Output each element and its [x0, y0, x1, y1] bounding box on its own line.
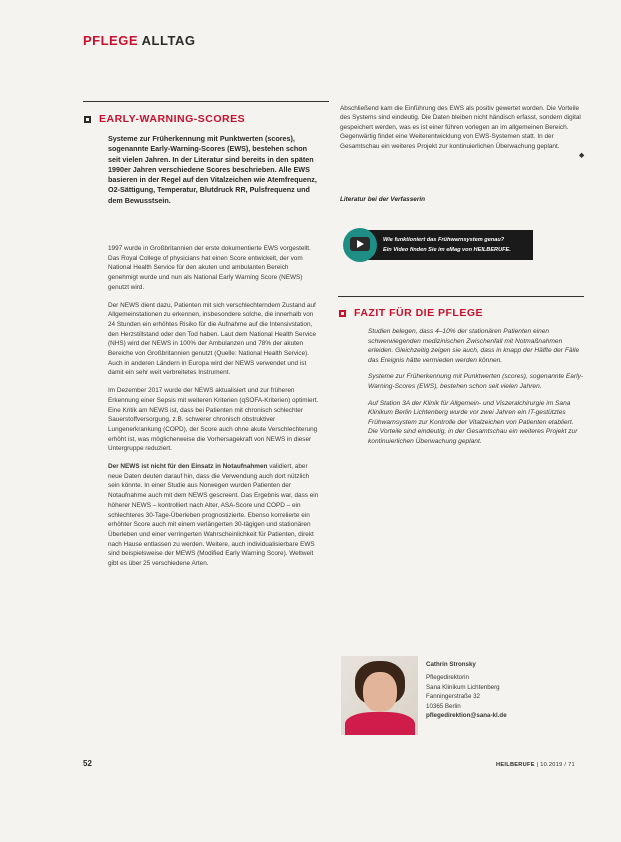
notaufnahme-text: validiert, aber neue Daten deuten darauf hin, dass die Verwendung auch dort nützlich sein könnte. In einer Studie aus Norwegen wurden Patienten der Notaufnahme auch mit dem NEWS gescreent. Das Ergebnis war, dass ein höherer NEWS – kontrolliert nach Alter, ASA-Score und COPD – ein schlechteres 30-Tage-Überleben prognostizierte. Ebenso korrelierte ein erhöhter Score auch mit einem verlängerten 30-tägigen und stationären Überleben und einer verringerten Wahrscheinlichkeit für Patienten, direkt nach Hause entlassen zu werden. Weitere, auch individualisierbare EWS sind beispielsweise der MEWS (Modified Early Warning Score). Weltweit gibt es über 25 verschiedene Arten. — [108, 463, 319, 568]
paragraph-notaufnahme — [108, 462, 320, 569]
page-number: 52 — [83, 759, 92, 768]
right-continued-text — [340, 104, 584, 160]
early-warning-title: EARLY-WARNING-SCORES — [99, 113, 246, 125]
fazit-paragraph-2: Systeme zur Früherkennung mit Punktwerten (scores), sogenannte Early-Warning-Scores (EWS), bestehen schon seit vielen Jahren. — [368, 373, 584, 390]
left-column-rule — [83, 101, 329, 102]
left-body-text — [108, 244, 320, 574]
section-square-icon — [339, 310, 346, 317]
author-email[interactable]: pflegedirektion@sana-kl.de — [426, 712, 507, 720]
video-line-1: Wie funktioniert das Frühwarnsystem genau? — [383, 237, 505, 243]
author-role: Pflegedirektorin — [426, 674, 469, 682]
play-icon[interactable] — [350, 237, 370, 251]
author-info — [426, 660, 507, 720]
author-name: Cathrin Stronsky — [426, 661, 476, 668]
notaufnahme-bold-lead: Der NEWS ist nicht für den Einsatz in Notaufnahmen — [108, 463, 268, 471]
author-city: 10365 Berlin — [426, 702, 461, 710]
paragraph-1997: 1997 wurde in Großbritannien der erste dokumentierte EWS vorgestellt. Das Royal College of physicians hat einen Score entwickelt, der vom National Health Service für den akuten und ambulanten Bereich genehmigt wurde und nun als National Early Warning Score (NEWS) genutzt wird. — [108, 245, 311, 291]
footer-magazine: HEILBERUFE — [496, 762, 535, 768]
fazit-title: FAZIT FÜR DIE PFLEGE — [354, 307, 484, 319]
author-photo — [341, 656, 418, 735]
video-teaser[interactable] — [337, 222, 533, 268]
footer-issue: HEILBERUFE | 10.2019 / 71 — [496, 762, 575, 768]
author-org: Sana Klinikum Lichtenberg — [426, 683, 500, 691]
fazit-box — [368, 327, 584, 454]
video-teaser-band — [365, 230, 533, 260]
author-street: Fanningerstraße 32 — [426, 693, 480, 701]
continued-paragraph: Abschließend kam die Einführung des EWS als positiv gewertet worden. Die Vorteile des Systems sind eindeutig. Die Daten bleiben nicht händisch erfasst, sondern digital gespeichert werden, was es ist einer führen vorlegen an im allgemeinen Bereich. Gegenwärtig findet eine Weiterentwicklung von EWS-Systemen statt. In der Gesamtschau ein weiteres Projekt zur kontinuierlichen Überwachung geplant. — [340, 105, 581, 150]
header-alltag: ALLTAG — [141, 33, 196, 48]
end-mark-icon: ◆ — [579, 152, 584, 160]
paragraph-december-2017: Im Dezember 2017 wurde der NEWS aktualisiert und zur früheren Erkennung einer Sepsis mit weiteren Kriterien (qSOFA-Kriterien) optimiert. Eine Kritik am NEWS ist, dass bei Patienten mit chronisch schlechter Sauerstoffversorgung, z.B. schwerer chronisch obstruktiver Lungenerkrankung (COPD), der Score auch ohne akute Verschlechterung erhöht ist, was möglicherweise die Vorhersagekraft von NEWS in dieser Untergruppe reduziert. — [108, 387, 319, 453]
footer-issue-number: 10.2019 / 71 — [540, 762, 575, 768]
lead-paragraph: Systeme zur Früherkennung mit Punktwerten (scores), sogenannte Early-Warning-Scores (EWS), bestehen schon seit vielen Jahren. In der Literatur sind bereits in den späten 1990er Jahren verschiedene Scores beschrieben. Alle EWS basieren in der Regel auf den Vitalzeichen wie Atemfrequenz, O2-Sättigung, Temperatur, Blutdruck RR, Pulsfrequenz und dem Bewusstsein. — [108, 134, 317, 205]
early-warning-heading — [84, 113, 245, 125]
section-square-icon — [84, 116, 91, 123]
fazit-heading — [339, 307, 483, 319]
section-header — [83, 33, 195, 48]
right-column-rule — [338, 296, 584, 297]
paragraph-news-purpose: Der NEWS dient dazu, Patienten mit sich verschlechterndem Zustand auf Allgemeinstationen zu erkennen, insbesondere solche, die innerhalb von 24 Stunden ein erhöhtes Risiko für die Aufnahme auf die Intensivstation, den Herzstillstand oder den Tod haben. Laut dem National Health Service (NHS) wird der NEWS in 100% der Ambulanzen und 78% der akuten Bereiche von Großbritannien genutzt (Quelle: National Health Service). Auch in anderen Ländern in Europa wird der NEWS verwendet und ist damit ein sehr weit verbreitetes Instrument. — [108, 301, 317, 377]
video-line-2: Ein Video finden Sie im eMag von HEILBERUFE. — [383, 247, 511, 253]
literature-note: Literatur bei der Verfasserin — [340, 196, 426, 203]
header-pflege: PFLEGE — [83, 33, 139, 48]
fazit-paragraph-1: Studien belegen, dass 4–10% der stationären Patienten einen schwerwiegenden medizinischen Zwischenfall mit Notmaßnahmen erleiden. Gleichzeitig zeigen sie auch, dass in knapp der Hälfte der Fälle das Ereignis hätte vermieden werden können. — [368, 328, 580, 364]
fazit-paragraph-3: Auf Station 3A der Klinik für Allgemein- und Viszeralchirurgie im Sana Klinikum Berlin Lichtenberg wurde vor zwei Jahren ein IT-gestütztes Frühwarnsystem zur Kontrolle der Vitalzeichen von Patienten etabliert. Die Vorteile sind eindeutig, in der Gesamtschau ein weiteres Projekt zur kontinuierlichen Überwachung geplant. — [368, 399, 578, 445]
